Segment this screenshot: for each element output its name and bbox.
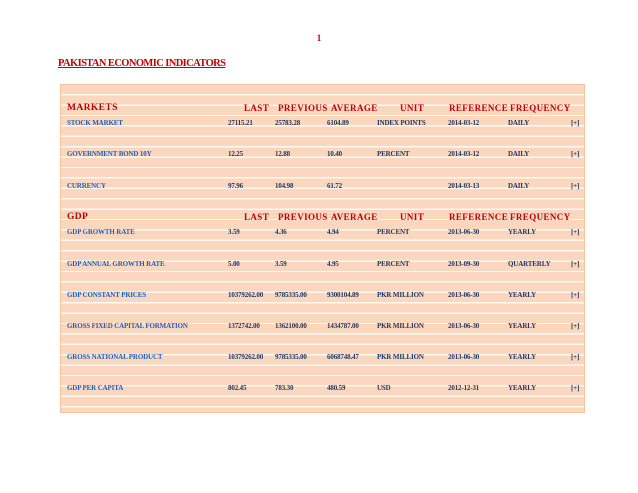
header-reference: REFERENCE [449,102,509,113]
reference-date: 2014-03-13 [448,181,480,190]
header-markets: MARKETS [67,102,118,113]
table-row [61,335,584,366]
indicator-name: GDP GROWTH RATE [67,228,135,237]
table-row [61,241,584,272]
frequency-value: YEARLY [508,228,537,237]
indicator-name: GDP ANNUAL GROWTH RATE [67,259,165,268]
frequency-value: YEARLY [508,353,537,362]
table-spacer-row [61,85,584,101]
unit-value: USD [377,384,391,393]
indicators-table [60,84,585,413]
indicator-name: GROSS FIXED CAPITAL FORMATION [67,321,188,330]
last-value: 12.25 [228,150,244,159]
expand-link[interactable]: [+] [571,150,580,159]
average-value: 1434787.00 [327,321,359,330]
table-spacer-row [61,397,584,413]
indicator-name: STOCK MARKET [67,119,123,128]
previous-value: 25783.28 [275,119,301,128]
frequency-value: YEARLY [508,290,537,299]
header-previous: PREVIOUS [278,211,328,222]
reference-date: 2012-12-31 [448,384,480,393]
header-frequency: FREQUENCY [510,102,571,113]
last-value: 97.96 [228,181,244,190]
previous-value: 1362100.00 [275,321,307,330]
expand-link[interactable]: [+] [571,384,580,393]
frequency-value: DAILY [508,181,530,190]
reference-date: 2013-06-30 [448,228,480,237]
table-row [61,116,584,132]
frequency-value: DAILY [508,119,530,128]
average-value: 4.95 [327,259,339,268]
reference-date: 2013-06-30 [448,353,480,362]
previous-value: 783.30 [275,384,294,393]
frequency-value: QUARTERLY [508,259,551,268]
unit-value: INDEX POINTS [377,119,426,128]
indicator-name: GROSS NATIONAL PRODUCT [67,353,163,362]
average-value: 480.59 [327,384,346,393]
header-last: LAST [244,102,270,113]
last-value: 10379262.00 [228,290,264,299]
reference-date: 2013-09-30 [448,259,480,268]
indicator-name: GDP CONSTANT PRICES [67,290,146,299]
header-average: AVERAGE [331,102,378,113]
header-previous: PREVIOUS [278,102,328,113]
indicator-name: GOVERNMENT BOND 10Y [67,150,152,159]
reference-date: 2013-06-30 [448,321,480,330]
expand-link[interactable]: [+] [571,228,580,237]
header-gdp: GDP [67,211,89,222]
frequency-value: YEARLY [508,384,537,393]
last-value: 27115.21 [228,119,253,128]
average-value: 10.40 [327,150,343,159]
markets-header-row [61,101,584,117]
last-value: 3.59 [228,228,240,237]
previous-value: 104.98 [275,181,294,190]
frequency-value: YEARLY [508,321,537,330]
page-number: 1 [316,33,322,43]
reference-date: 2013-06-30 [448,290,480,299]
expand-link[interactable]: [+] [571,353,580,362]
last-value: 1372742.00 [228,321,260,330]
previous-value: 9785335.00 [275,353,307,362]
table-row [61,132,584,163]
unit-value: PKR MILLION [377,290,424,299]
table-row [61,303,584,334]
header-unit: UNIT [400,211,425,222]
header-frequency: FREQUENCY [510,211,571,222]
expand-link[interactable]: [+] [571,259,580,268]
table-row [61,225,584,241]
header-reference: REFERENCE [449,211,509,222]
gdp-header-row [61,194,584,225]
previous-value: 12.88 [275,150,291,159]
unit-value: PKR MILLION [377,321,424,330]
average-value: 6104.89 [327,119,349,128]
reference-date: 2014-03-12 [448,119,480,128]
expand-link[interactable]: [+] [571,181,580,190]
average-value: 61.72 [327,181,343,190]
unit-value: PKR MILLION [377,353,424,362]
table-row [61,272,584,303]
table-row [61,163,584,194]
frequency-value: DAILY [508,150,530,159]
document-title: PAKISTAN ECONOMIC INDICATORS [58,58,226,69]
expand-link[interactable]: [+] [571,119,580,128]
previous-value: 4.36 [275,228,287,237]
average-value: 9300104.89 [327,290,359,299]
unit-value: PERCENT [377,228,410,237]
unit-value: PERCENT [377,150,410,159]
expand-link[interactable]: [+] [571,290,580,299]
last-value: 802.45 [228,384,247,393]
unit-value: PERCENT [377,259,410,268]
last-value: 5.00 [228,259,240,268]
last-value: 10379262.00 [228,353,264,362]
previous-value: 9785335.00 [275,290,307,299]
indicator-name: GDP PER CAPITA [67,384,124,393]
indicator-name: CURRENCY [67,181,106,190]
previous-value: 3.59 [275,259,287,268]
header-average: AVERAGE [331,211,378,222]
reference-date: 2014-03-12 [448,150,480,159]
table-row [61,366,584,397]
header-unit: UNIT [400,102,425,113]
average-value: 6068748.47 [327,353,359,362]
expand-link[interactable]: [+] [571,321,580,330]
header-last: LAST [244,211,270,222]
average-value: 4.94 [327,228,339,237]
